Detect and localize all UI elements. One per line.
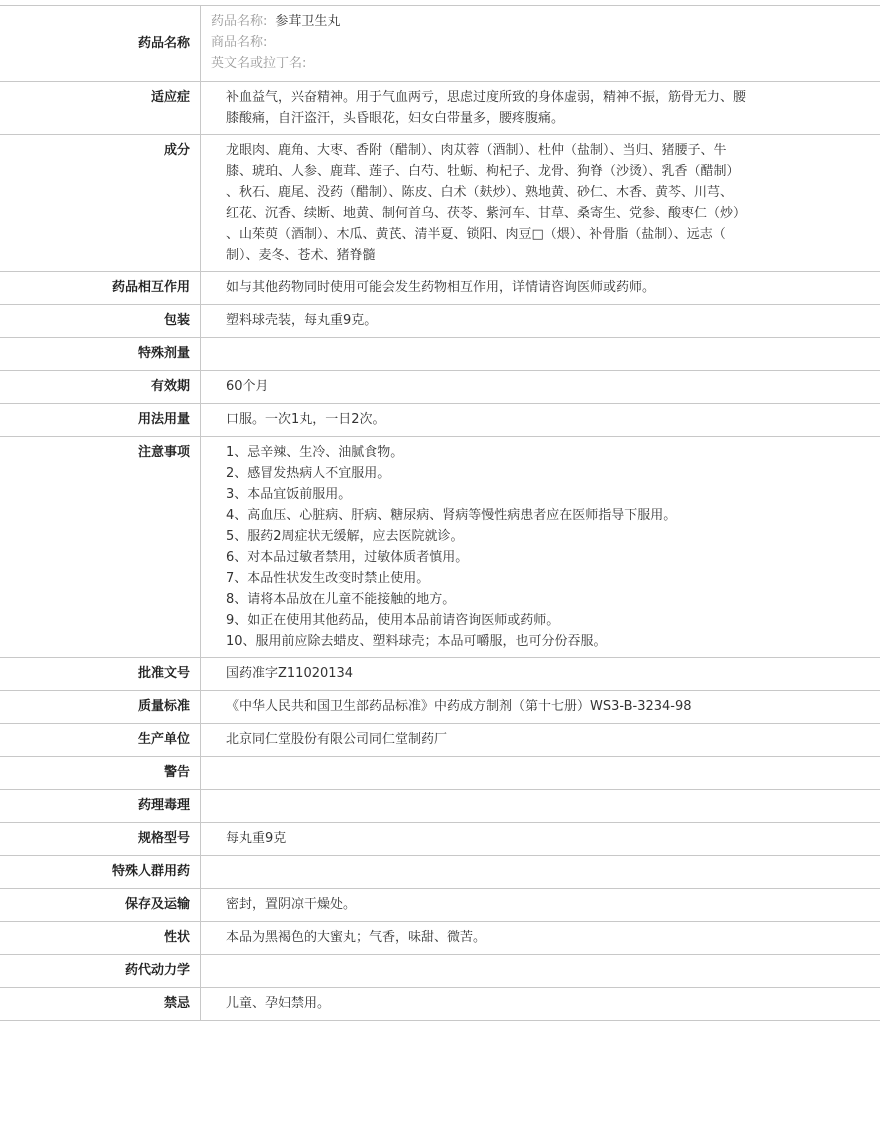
table-row [0, 305, 880, 338]
trade-name-label: 商品名称: [211, 35, 268, 50]
table-row [0, 823, 880, 856]
row-label-indications: 适应症 [0, 82, 201, 135]
table-row [0, 922, 880, 955]
precaution-item: 4、高血压、心脏病、肝病、糖尿病、肾病等慢性病患者应在医师指导下服用。 [226, 508, 677, 523]
row-label-manufacturer: 生产单位 [0, 724, 201, 757]
table-row [0, 82, 880, 135]
precaution-item: 10、服用前应除去蜡皮、塑料球壳；本品可嚼服，也可分份吞服。 [226, 634, 607, 649]
table-row [0, 658, 880, 691]
row-label-interactions: 药品相互作用 [0, 272, 201, 305]
row-label-special-groups: 特殊人群用药 [0, 856, 201, 889]
table-row [0, 790, 880, 823]
row-label-drug-name: 药品名称 [0, 6, 201, 82]
pharmacology-value [201, 790, 880, 823]
english-name-label: 英文名或拉丁名: [211, 56, 307, 71]
table-row [0, 404, 880, 437]
table-row [0, 724, 880, 757]
row-label-standard: 质量标准 [0, 691, 201, 724]
drug-info-table [0, 5, 880, 1021]
specification-value: 每丸重9克 [201, 823, 880, 856]
row-label-special-dose: 特殊剂量 [0, 338, 201, 371]
ingredients-line: 膝、琥珀、人参、鹿茸、莲子、白芍、牡蛎、枸杞子、龙骨、狗脊（沙烫）、乳香（醋制） [226, 164, 740, 179]
row-label-ingredients: 成分 [0, 135, 201, 272]
indications-value [201, 82, 880, 135]
table-row [0, 889, 880, 922]
special-dose-value [201, 338, 880, 371]
precautions-value [201, 437, 880, 658]
generic-name-value: 参茸卫生丸 [275, 14, 341, 29]
row-label-precautions: 注意事项 [0, 437, 201, 658]
ingredients-line: 制）、麦冬、苍术、猪脊髓 [226, 248, 376, 263]
table-row [0, 135, 880, 272]
table-row [0, 988, 880, 1021]
precaution-item: 6、对本品过敏者禁用，过敏体质者慎用。 [226, 550, 469, 565]
row-label-packaging: 包装 [0, 305, 201, 338]
row-label-shelf-life: 有效期 [0, 371, 201, 404]
precaution-item: 3、本品宜饭前服用。 [226, 487, 352, 502]
generic-name-label: 药品名称: [211, 14, 268, 29]
shelf-life-value: 60个月 [201, 371, 880, 404]
row-label-approval: 批准文号 [0, 658, 201, 691]
pharmacokinetics-value [201, 955, 880, 988]
table-row [0, 338, 880, 371]
packaging-value: 塑料球壳装，每丸重9克。 [201, 305, 880, 338]
table-row [0, 955, 880, 988]
contraindications-value: 儿童、孕妇禁用。 [201, 988, 880, 1021]
standard-value: 《中华人民共和国卫生部药品标准》中药成方制剂（第十七册）WS3-B-3234-98 [201, 691, 880, 724]
indications-line: 膝酸痛，自汗盗汗，头昏眼花，妇女白带量多，腰疼腹痛。 [226, 111, 565, 126]
indications-line: 补血益气，兴奋精神。用于气血两亏，思虑过度所致的身体虚弱，精神不振，筋骨无力、腰 [226, 90, 747, 105]
precaution-item: 7、本品性状发生改变时禁止使用。 [226, 571, 430, 586]
table-row [0, 6, 880, 82]
row-label-contraindications: 禁忌 [0, 988, 201, 1021]
table-row [0, 691, 880, 724]
ingredients-value [201, 135, 880, 272]
approval-value: 国药准字Z11020134 [201, 658, 880, 691]
ingredients-line: 、山茱萸（酒制）、木瓜、黄芪、清半夏、锁阳、肉豆□（煨）、补骨脂（盐制）、远志（ [226, 227, 726, 242]
row-label-dosage: 用法用量 [0, 404, 201, 437]
ingredients-line: 、秋石、鹿尾、没药（醋制）、陈皮、白术（麸炒）、熟地黄、砂仁、木香、黄芩、川芎、 [226, 185, 734, 200]
row-label-storage: 保存及运输 [0, 889, 201, 922]
ingredients-line: 龙眼肉、鹿角、大枣、香附（醋制）、肉苁蓉（酒制）、杜仲（盐制）、当归、猪腰子、牛 [226, 143, 727, 158]
table-row [0, 371, 880, 404]
table-row [0, 856, 880, 889]
warning-value [201, 757, 880, 790]
row-label-pharmacokinetics: 药代动力学 [0, 955, 201, 988]
precaution-item: 9、如正在使用其他药品，使用本品前请咨询医师或药师。 [226, 613, 560, 628]
interactions-value: 如与其他药物同时使用可能会发生药物相互作用，详情请咨询医师或药师。 [201, 272, 880, 305]
drug-name-cell [201, 6, 880, 82]
row-label-description: 性状 [0, 922, 201, 955]
storage-value: 密封，置阴凉干燥处。 [201, 889, 880, 922]
special-groups-value [201, 856, 880, 889]
description-value: 本品为黑褐色的大蜜丸；气香，味甜、微苦。 [201, 922, 880, 955]
ingredients-line: 红花、沉香、续断、地黄、制何首乌、茯苓、紫河车、甘草、桑寄生、党参、酸枣仁（炒） [226, 206, 747, 221]
table-row [0, 272, 880, 305]
manufacturer-value: 北京同仁堂股份有限公司同仁堂制药厂 [201, 724, 880, 757]
row-label-warning: 警告 [0, 757, 201, 790]
row-label-specification: 规格型号 [0, 823, 201, 856]
generic-name-line [211, 11, 790, 32]
precaution-item: 1、忌辛辣、生冷、油腻食物。 [226, 445, 404, 460]
precaution-item: 5、服药2周症状无缓解，应去医院就诊。 [226, 529, 464, 544]
table-row [0, 757, 880, 790]
precaution-item: 2、感冒发热病人不宜服用。 [226, 466, 391, 481]
table-row [0, 437, 880, 658]
precaution-item: 8、请将本品放在儿童不能接触的地方。 [226, 592, 456, 607]
row-label-pharmacology: 药理毒理 [0, 790, 201, 823]
dosage-value: 口服。一次1丸，一日2次。 [201, 404, 880, 437]
